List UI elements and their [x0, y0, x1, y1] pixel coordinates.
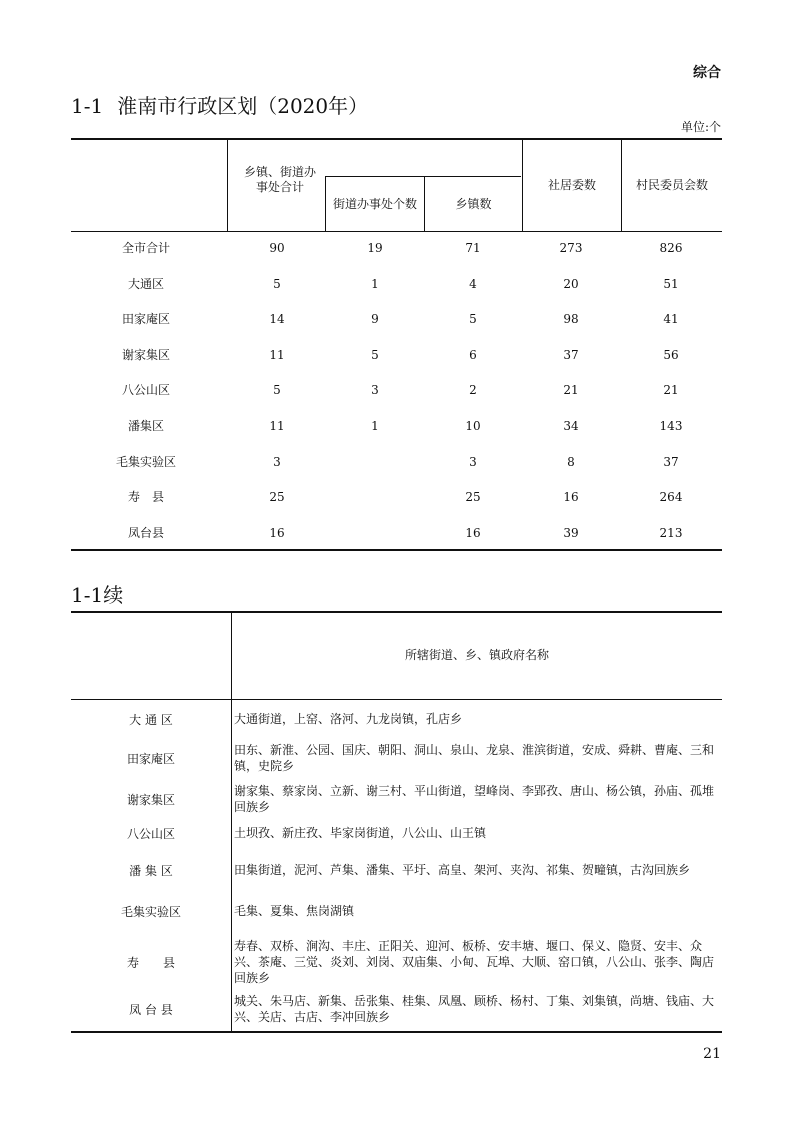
- header-villages: 村民委员会数: [635, 177, 708, 192]
- cell-villages: 56: [663, 348, 679, 362]
- table-row: [71, 416, 722, 436]
- cell-communities: 21: [563, 383, 579, 397]
- cell-townships: 6: [469, 348, 477, 362]
- cell-communities: 16: [563, 490, 579, 504]
- table-row: [71, 487, 722, 507]
- cell-communities: 273: [559, 241, 583, 255]
- cell-communities: 37: [563, 348, 579, 362]
- row-name-cell: 八公山区: [121, 383, 170, 397]
- header-subrule: [325, 176, 521, 177]
- header-towns-total: 乡镇、街道办事处合计: [243, 165, 316, 194]
- table-row: [71, 452, 722, 472]
- table-row: [71, 523, 722, 543]
- district-name: 田家庵区: [126, 752, 175, 766]
- cell-communities: 98: [563, 312, 579, 326]
- row-name-cell: 潘集区: [127, 419, 164, 433]
- cell-street-offices: 1: [371, 277, 379, 291]
- cell-towns-total: 11: [269, 348, 285, 362]
- unit-label: 单位:个: [680, 120, 721, 134]
- cell-towns-total: 90: [269, 241, 285, 255]
- cell-street-offices: [326, 523, 424, 543]
- cell-street-offices: [326, 487, 424, 507]
- row-name-cell: 谢家集区: [121, 348, 170, 362]
- district-name: 大 通 区: [129, 713, 173, 727]
- row-name-cell: 寿 县: [127, 490, 164, 504]
- cell-villages: 21: [663, 383, 679, 397]
- subdivision-list: 城关、朱马店、新集、岳张集、桂集、凤凰、顾桥、杨村、丁集、刘集镇，尚塘、钱庙、大兴、关店、古店、李冲回族乡: [234, 994, 715, 1024]
- subdivision-list: 毛集、夏集、焦岗湖镇: [234, 904, 355, 918]
- cell-townships: 16: [465, 526, 481, 540]
- row-name-cell: 大通区: [127, 277, 164, 291]
- cell-street-offices: 3: [371, 383, 379, 397]
- cell-townships: 5: [469, 312, 477, 326]
- header-bottom-rule: [71, 231, 722, 232]
- row-name-cell: 全市合计: [121, 241, 170, 255]
- cell-townships: 10: [465, 419, 481, 433]
- subdivision-list: 大通街道，上窑、洛河、九龙岗镇，孔店乡: [234, 712, 463, 726]
- row-name-cell: 田家庵区: [121, 312, 170, 326]
- row-name-cell: 凤台县: [127, 526, 164, 540]
- cell-street-offices: [326, 452, 424, 472]
- subdivision-list: 土坝孜、新庄孜、毕家岗街道，八公山、山王镇: [234, 826, 487, 840]
- cell-villages: 213: [659, 526, 683, 540]
- cell-towns-total: 5: [273, 383, 281, 397]
- header-communities: 社居委数: [547, 177, 596, 192]
- cell-townships: 3: [469, 455, 477, 469]
- table-bottom-rule: [71, 549, 722, 551]
- subdivision-list: 田集街道，泥河、芦集、潘集、平圩、高皇、架河、夹沟、祁集、贺疃镇，古沟回族乡: [234, 863, 691, 877]
- cell-street-offices: 1: [371, 419, 379, 433]
- district-name: 凤 台 县: [129, 1003, 173, 1017]
- cell-towns-total: 11: [269, 419, 285, 433]
- cell-townships: 71: [465, 241, 481, 255]
- cell-communities: 34: [563, 419, 579, 433]
- cell-street-offices: 9: [371, 312, 379, 326]
- table2-header-rule: [71, 699, 722, 700]
- header-townships: 乡镇数: [455, 197, 492, 211]
- header-subdivision-names: 所辖街道、乡、镇政府名称: [404, 648, 549, 662]
- cell-townships: 4: [469, 277, 477, 291]
- subdivision-list: 田东、新淮、公园、国庆、朝阳、洞山、泉山、龙泉、淮滨街道，安成、舜耕、曹庵、三和镇，史院乡: [234, 743, 715, 773]
- cell-townships: 2: [469, 383, 477, 397]
- section-label: 综合: [693, 65, 721, 81]
- row-name-cell: 毛集实验区: [115, 455, 176, 469]
- cell-towns-total: 3: [273, 455, 281, 469]
- cell-villages: 37: [663, 455, 679, 469]
- table-title: [71, 90, 368, 119]
- cell-street-offices: 19: [367, 241, 383, 255]
- cell-towns-total: 25: [269, 490, 285, 504]
- page-number: 21: [703, 1046, 721, 1062]
- table-row: [71, 309, 722, 329]
- district-name: 八公山区: [126, 827, 175, 841]
- table-title-text: 淮南市行政区划（2020年）: [117, 94, 369, 118]
- district-name: 谢家集区: [126, 793, 175, 807]
- col-divider: [227, 139, 228, 231]
- cell-villages: 264: [659, 490, 683, 504]
- table2-bottom-rule: [71, 1031, 722, 1033]
- header-street-offices: 街道办事处个数: [332, 197, 417, 211]
- cell-villages: 143: [659, 419, 683, 433]
- cell-towns-total: 16: [269, 526, 285, 540]
- cell-communities: 39: [563, 526, 579, 540]
- cell-villages: 41: [663, 312, 679, 326]
- cell-towns-total: 5: [273, 277, 281, 291]
- cell-street-offices: 5: [371, 348, 379, 362]
- cell-communities: 20: [563, 277, 579, 291]
- cell-communities: 8: [567, 455, 575, 469]
- subdivision-list: 寿春、双桥、涧沟、丰庄、正阳关、迎河、板桥、安丰塘、堰口、保义、隐贤、安丰、众兴、茶庵、三觉、炎刘、刘岗、双庙集、小甸、瓦埠、大顺、窑口镇，八公山、张李、陶店回族乡: [234, 939, 715, 985]
- cell-villages: 826: [659, 241, 683, 255]
- table-row: [71, 380, 722, 400]
- table-row: [71, 238, 722, 258]
- table-number: 1-1: [71, 94, 104, 118]
- subdivision-list: 谢家集、蔡家岗、立新、谢三村、平山街道，望峰岗、李郢孜、唐山、杨公镇，孙庙、孤堆回族乡: [234, 784, 715, 814]
- cell-townships: 25: [465, 490, 481, 504]
- district-name: 毛集实验区: [120, 905, 181, 919]
- cell-towns-total: 14: [269, 312, 285, 326]
- district-name: 寿 县: [126, 956, 175, 970]
- continued-table-title: 1-1续: [71, 583, 124, 607]
- district-name: 潘 集 区: [129, 864, 173, 878]
- table-row: [71, 345, 722, 365]
- table-row: [71, 274, 722, 294]
- cell-villages: 51: [663, 277, 679, 291]
